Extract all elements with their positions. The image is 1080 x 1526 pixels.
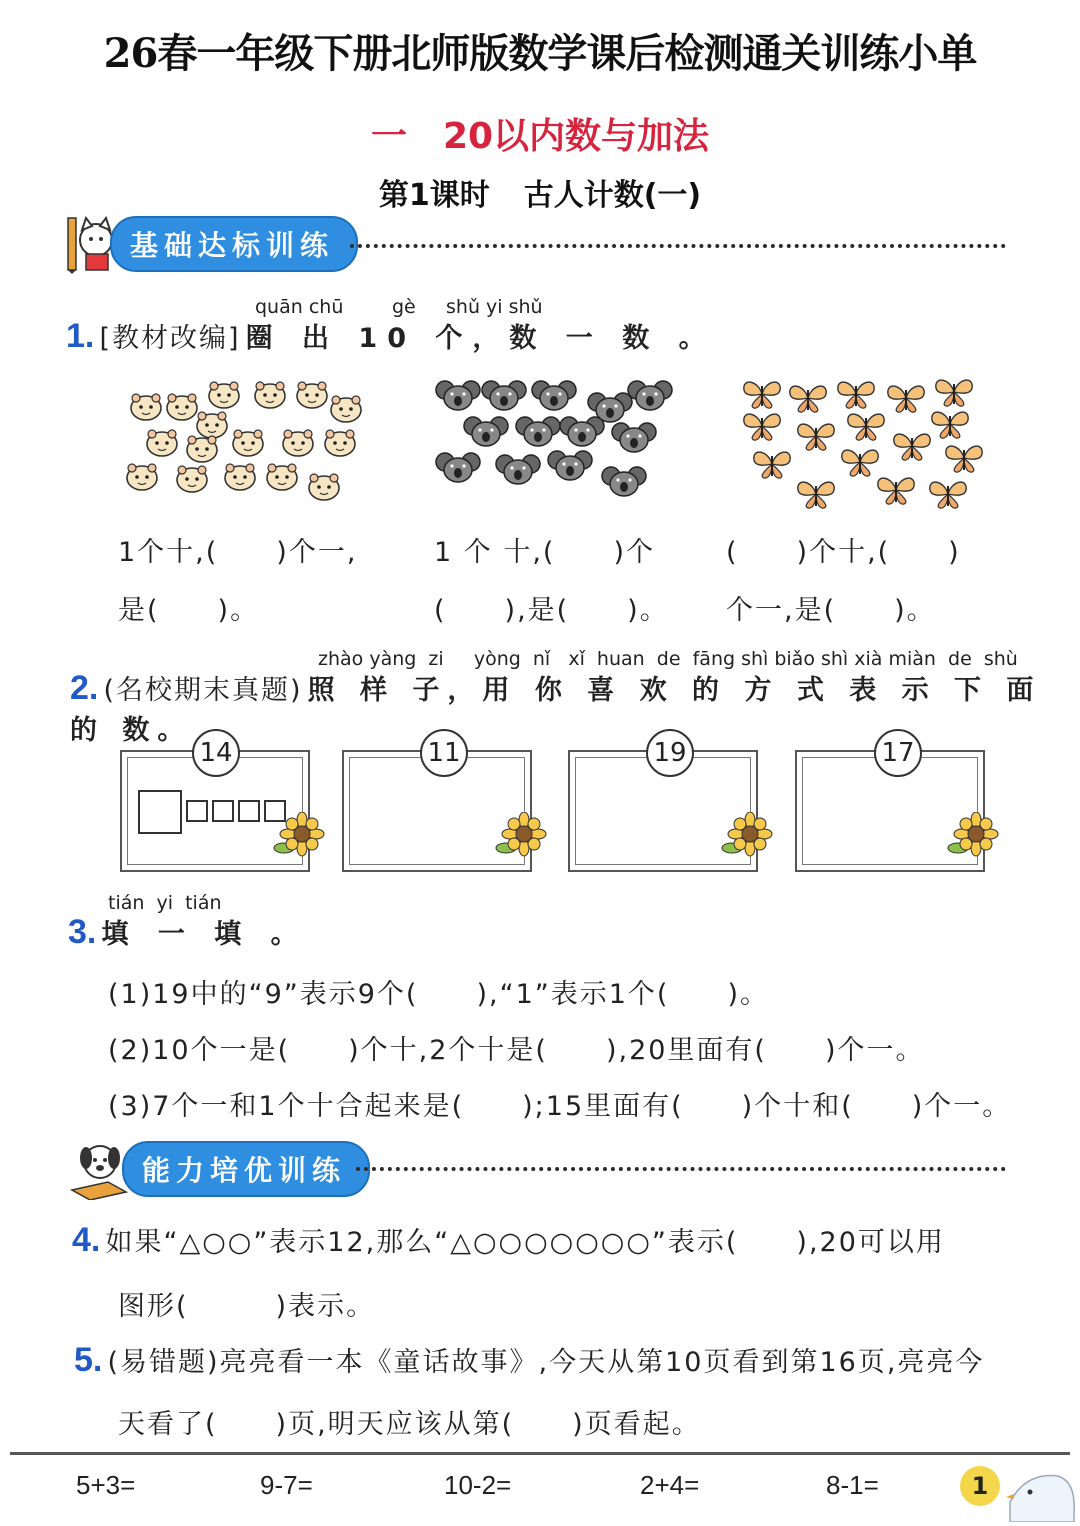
- section-banner-advanced: [68, 1138, 370, 1200]
- sunflower-icon: [946, 812, 1002, 862]
- question-3: [68, 912, 308, 952]
- q1-group2-line1: 1 个 十,( )个: [434, 537, 655, 568]
- hamster-group: [120, 372, 380, 512]
- unit-number: 一: [370, 116, 407, 157]
- question-number: 4.: [72, 1221, 101, 1259]
- oral-calc: 9-7=: [260, 1470, 313, 1500]
- one-square: [212, 800, 234, 822]
- bird-icon: [1004, 1462, 1078, 1522]
- pinyin: zhào yàng zi yòng nǐ xǐ huan de fāng shì biǎo shì xià miàn de shù: [318, 648, 1018, 670]
- pinyin: shǔ yi shǔ: [446, 296, 543, 318]
- q5-line2: 天看了( )页,明天应该从第( )页看起。: [118, 1409, 701, 1440]
- question-number: 5.: [74, 1341, 103, 1379]
- oral-calc: 2+4=: [640, 1470, 700, 1500]
- question-tag: (名校期末真题): [103, 675, 303, 706]
- section-label-basic: 基础达标训练: [110, 216, 358, 272]
- q1-group1-line2: 是( )。: [118, 595, 260, 626]
- number-circle: 17: [874, 729, 922, 777]
- question-number: 2.: [70, 669, 99, 707]
- oral-calc: 5+3=: [76, 1470, 136, 1500]
- q1-group1-line1: 1个十,( )个一,: [118, 537, 358, 568]
- question-tag: [教材改编]: [99, 323, 241, 354]
- q3-item-2: (2)10个一是( )个十,2个十是( ),20里面有( )个一。: [108, 1035, 925, 1066]
- page-title: 26春一年级下册北师版数学课后检测通关训练小单: [103, 30, 977, 77]
- question-text: 圈 出 10 个，数 一 数 。: [245, 323, 716, 354]
- sunflower-icon: [494, 812, 550, 862]
- divider: [350, 244, 1006, 248]
- section-banner-basic: [62, 214, 358, 274]
- page-number: 1: [960, 1466, 1000, 1506]
- divider: [356, 1167, 1006, 1171]
- pinyin: quān chū: [255, 296, 344, 318]
- q1-group3-line2: 个一,是( )。: [726, 595, 936, 626]
- q3-item-3: (3)7个一和1个十合起来是( );15里面有( )个十和( )个一。: [108, 1091, 1012, 1122]
- sunflower-icon: [720, 812, 776, 862]
- lesson-number: 第1课时: [378, 178, 490, 213]
- q4-line2: 图形( )表示。: [118, 1291, 376, 1322]
- number-circle: 19: [646, 729, 694, 777]
- oral-calc: 10-2=: [444, 1470, 512, 1500]
- question-text: 照 样 子，用 你 喜 欢 的 方 式 表 示 下 面 的 数。: [70, 675, 1042, 746]
- q1-group3-line1: ( )个十,( ): [726, 537, 961, 568]
- footer-divider: [10, 1452, 1070, 1455]
- q5-line1: (易错题)亮亮看一本《童话故事》,今天从第10页看到第16页,亮亮今: [107, 1347, 985, 1378]
- question-1: [66, 316, 716, 356]
- ten-square: [138, 790, 182, 834]
- number-circle: 14: [192, 729, 240, 777]
- koala-group: [428, 372, 678, 502]
- number-circle: 11: [420, 729, 468, 777]
- pinyin: tián yi tián: [108, 892, 222, 914]
- one-square: [238, 800, 260, 822]
- pinyin: gè: [392, 296, 416, 318]
- q1-group2-line2: ( ),是( )。: [434, 595, 669, 626]
- question-text: 填 一 填 。: [101, 919, 308, 950]
- question-number: 1.: [66, 317, 95, 355]
- sunflower-icon: [272, 812, 328, 862]
- lesson-name: 古人计数(一): [523, 178, 702, 213]
- unit-heading: [0, 108, 1080, 159]
- one-square: [186, 800, 208, 822]
- q4-line1: 如果“△○○”表示12,那么“△○○○○○○○”表示( ),20可以用: [105, 1227, 945, 1258]
- question-5: [74, 1340, 984, 1380]
- section-label-advanced: 能力培优训练: [122, 1141, 370, 1197]
- question-4: [72, 1220, 945, 1260]
- unit-name: 20以内数与加法: [442, 116, 710, 157]
- butterfly-group: [736, 372, 996, 512]
- lesson-heading: [0, 170, 1080, 214]
- oral-calc: 8-1=: [826, 1470, 879, 1500]
- puppy-reading-icon: [68, 1138, 128, 1200]
- question-number: 3.: [68, 913, 97, 951]
- q3-item-1: (1)19中的“9”表示9个( ),“1”表示1个( )。: [108, 979, 769, 1010]
